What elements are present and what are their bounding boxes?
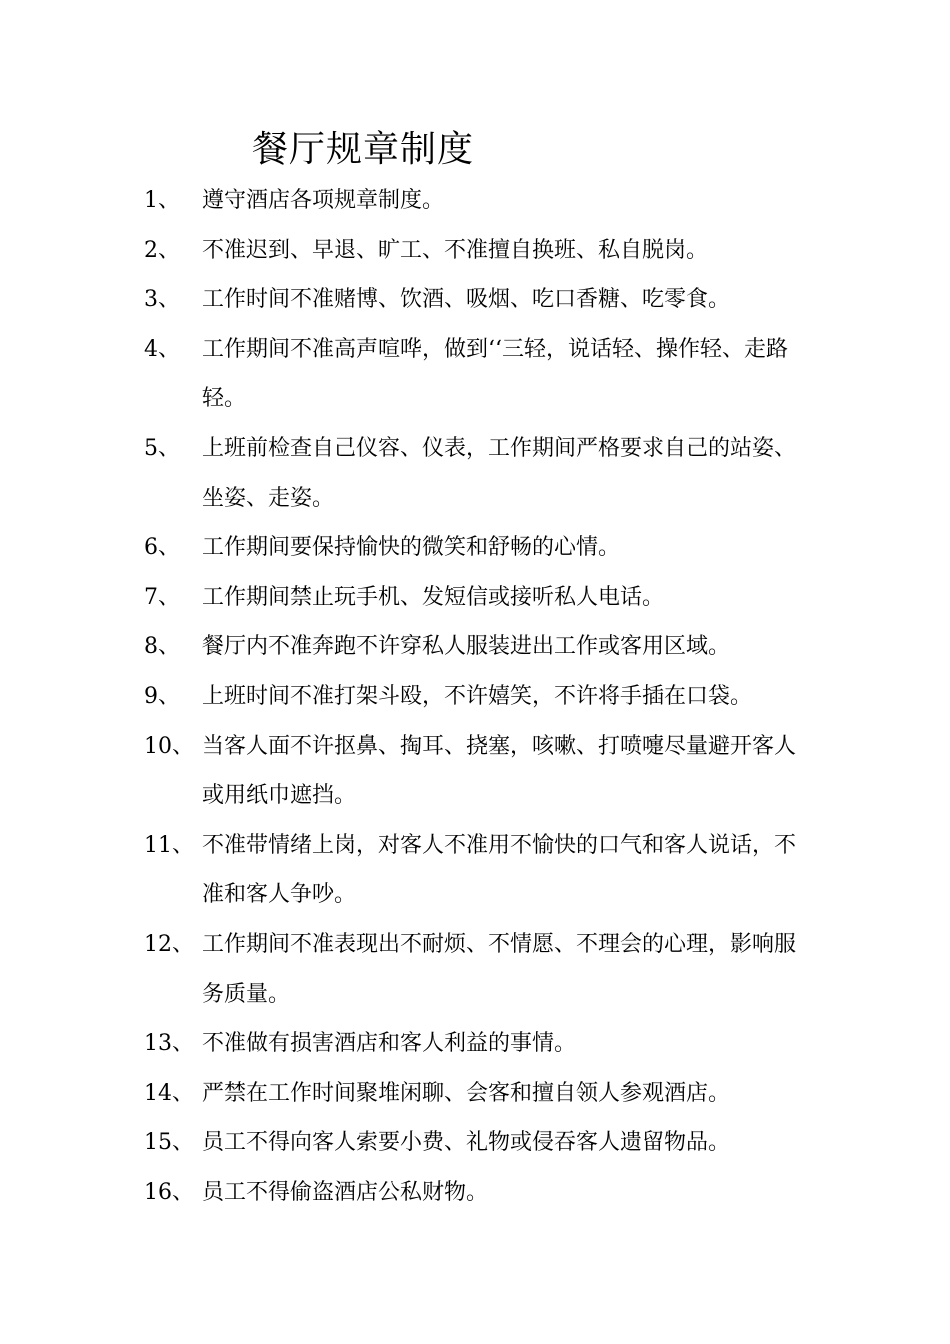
rule-item — [144, 325, 834, 424]
rule-text: 不准迟到、早退、旷工、不准擅自换班、私自脱岗。 — [202, 237, 709, 263]
rule-text: 工作期间禁止玩手机、发短信或接听私人电话。 — [202, 584, 665, 610]
rule-text: 上班前检查自己仪容、仪表，工作期间严格要求自己的站姿、坐姿、走姿。 — [202, 435, 797, 511]
rule-text: 工作期间不准高声喧哗，做到‘‘三轻，说话轻、操作轻、走路轻。 — [202, 336, 788, 412]
rule-text: 员工不得向客人索要小费、礼物或侵吞客人遗留物品。 — [202, 1130, 731, 1156]
rule-number: 14、 — [144, 1080, 194, 1106]
rule-item — [144, 176, 834, 226]
rule-number: 1、 — [144, 188, 180, 213]
rule-item — [144, 1069, 834, 1119]
rule-item — [144, 1019, 834, 1069]
rule-item — [144, 722, 834, 821]
rules-list — [144, 176, 834, 1217]
rule-text: 当客人面不许抠鼻、掏耳、挠塞，咳嗽、打喷嚏尽量避开客人或用纸巾遮挡。 — [202, 733, 797, 809]
rule-text: 严禁在工作时间聚堆闲聊、会客和擅自领人参观酒店。 — [202, 1080, 731, 1106]
rule-item — [144, 1168, 834, 1218]
document-title: 餐厅规章制度 — [252, 129, 475, 170]
rule-number: 8、 — [144, 634, 180, 660]
rule-item — [144, 226, 834, 276]
rule-number: 2、 — [144, 237, 180, 263]
rule-item — [144, 275, 834, 325]
rule-number: 15、 — [144, 1130, 194, 1156]
rule-number: 9、 — [144, 683, 180, 709]
rule-number: 10、 — [144, 733, 194, 759]
rule-text: 不准带情绪上岗，对客人不准用不愉快的口气和客人说话，不准和客人争吵。 — [202, 832, 797, 908]
rule-item — [144, 672, 834, 722]
rule-text: 工作期间不准表现出不耐烦、不情愿、不理会的心理，影响服务质量。 — [202, 931, 797, 1007]
rule-number: 3、 — [144, 287, 180, 313]
rule-item — [144, 1118, 834, 1168]
rule-text: 不准做有损害酒店和客人利益的事情。 — [202, 1031, 577, 1057]
rule-number: 11、 — [144, 832, 194, 858]
rule-item — [144, 622, 834, 672]
rule-number: 16、 — [144, 1179, 194, 1205]
rule-text: 员工不得偷盗酒店公私财物。 — [202, 1179, 489, 1205]
rule-item — [144, 920, 834, 1019]
rule-text: 遵守酒店各项规章制度。 — [202, 188, 445, 213]
rule-number: 12、 — [144, 931, 194, 957]
rule-number: 7、 — [144, 584, 180, 610]
rule-text: 上班时间不准打架斗殴，不许嬉笑，不许将手插在口袋。 — [202, 683, 753, 709]
rule-text: 工作时间不准赌博、饮酒、吸烟、吃口香糖、吃零食。 — [202, 287, 731, 313]
rule-item — [144, 573, 834, 623]
rule-item — [144, 821, 834, 920]
rule-item — [144, 424, 834, 523]
rule-text: 工作期间要保持愉快的微笑和舒畅的心情。 — [202, 535, 621, 561]
rule-text: 餐厅内不准奔跑不许穿私人服装进出工作或客用区域。 — [202, 634, 731, 660]
rule-item — [144, 523, 834, 573]
rule-number: 5、 — [144, 435, 180, 461]
rule-number: 6、 — [144, 535, 180, 561]
rule-number: 4、 — [144, 336, 180, 362]
rule-number: 13、 — [144, 1031, 194, 1057]
